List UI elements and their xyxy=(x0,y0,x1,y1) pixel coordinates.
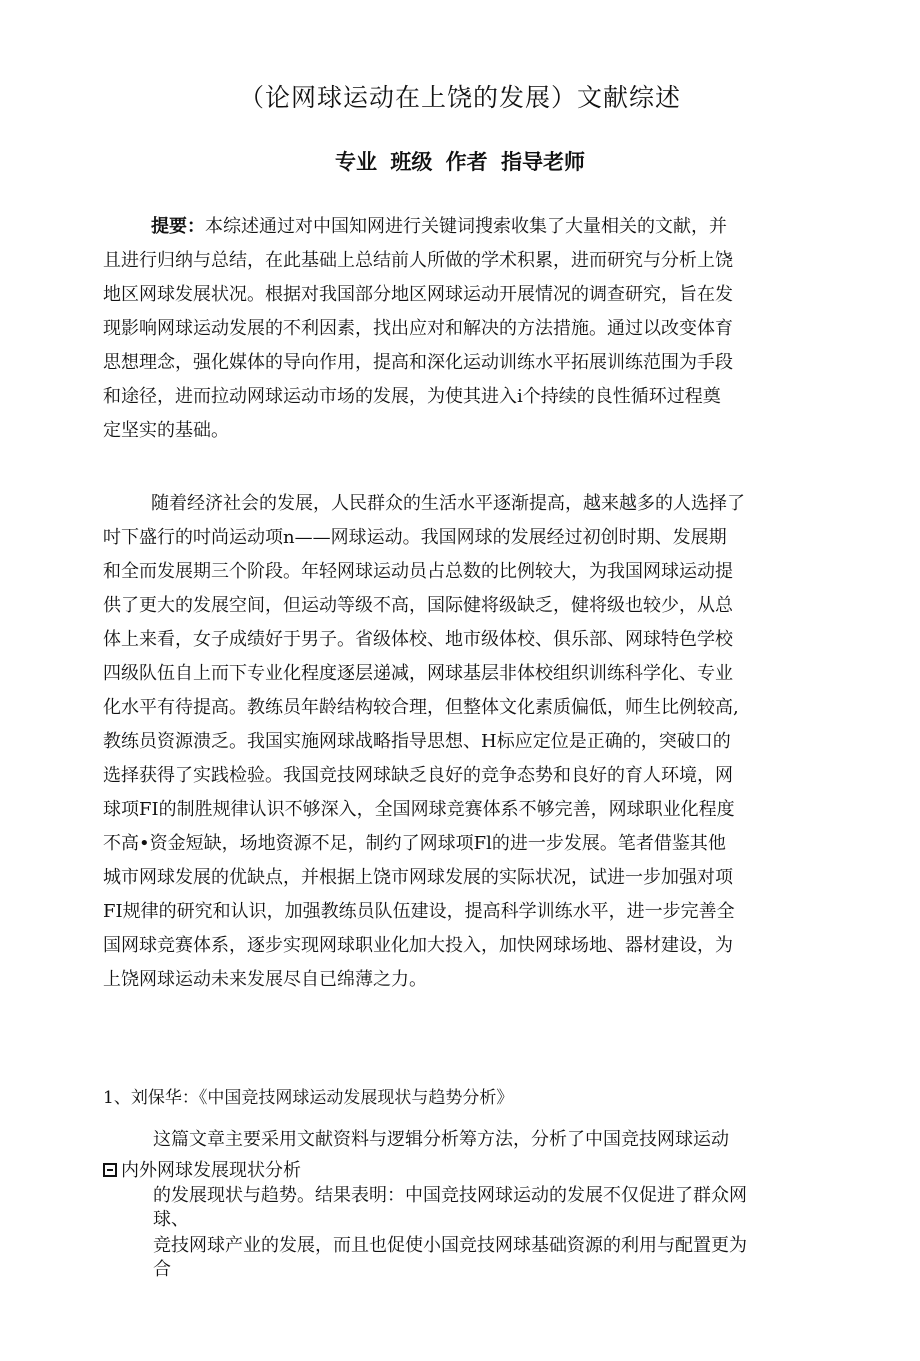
byline: 专业 班级 作者 指导老师 xyxy=(335,150,585,174)
reference-line: 竞技网球产业的发展，而且也促使小国竞技网球基础资源的利用与配置更为 xyxy=(153,1235,747,1256)
body-line: 教练员资源溃乏。我国实施网球战略指导思想、H标应定位是正确的，突破口的 xyxy=(103,731,731,752)
body-line: FI规律的研究和认识，加强教练员队伍建设，提高科学训练水平，进一步完善全 xyxy=(103,901,735,922)
body-line: 供了更大的发展空间，但运动等级不高，国际健将级缺乏，健将级也较少，从总 xyxy=(103,595,733,616)
body-paragraph xyxy=(103,487,795,997)
document-title: （论网球运动在上饶的发展）文献综述 xyxy=(238,83,681,112)
abstract-line: 且进行归纳与总结，在此基础上总结前人所做的学术积累，进而研究与分析上饶 xyxy=(103,250,733,271)
abstract-line: 现影响网球运动发展的不利因素，找出应对和解决的方法措施。通过以改变体育 xyxy=(103,318,733,339)
body-line: 吋下盛行的吋尚运动项n——网球运动。我国网球的发展经过初创时期、发展期 xyxy=(103,527,727,548)
reference-line: 合 xyxy=(153,1259,171,1280)
abstract-line: 和途径，进而拉动网球运动市场的发展，为使其进入i个持续的良性循环过程奠 xyxy=(103,386,721,407)
body-line: 球项FI的制胜规律认识不够深入，全国网球竞赛体系不够完善，网球职业化程度 xyxy=(103,799,735,820)
body-line: 化水平有待提高。教练员年龄结构较合理，但整体文化素质偏低，师生比例较高, xyxy=(103,697,739,718)
reference-line: 的发展现状与趋势。结果表明：中国竞技网球运动的发展不仅促进了群众网 xyxy=(153,1185,747,1206)
abstract-paragraph xyxy=(103,210,795,448)
body-line: 随着经济社会的发展，人民群众的生活水平逐渐提高，越来越多的人选择了 xyxy=(151,493,745,514)
abstract-line: 提要：本综述通过对中国知网进行关键词搜索收集了大量相关的文献，并 xyxy=(151,216,727,237)
section-heading xyxy=(103,1156,301,1182)
body-line: 和全而发展期三个阶段。年轻网球运动员占总数的比例较大，为我国网球运动提 xyxy=(103,561,733,582)
abstract-line: 地区网球发展状况。根据对我国部分地区网球运动开展情况的调查研究，旨在发 xyxy=(103,284,733,305)
body-line: 上饶网球运动未来发展尽自已绵薄之力。 xyxy=(103,969,427,990)
reference-line: 球、 xyxy=(153,1209,189,1230)
box-symbol-icon xyxy=(103,1163,117,1177)
abstract-line: 思想理念，强化媒体的导向作用，提高和深化运动训练水平拓展训练范围为手段 xyxy=(103,352,733,373)
abstract-label: 提要： xyxy=(151,216,205,237)
body-line: 四级队伍自上而下专业化程度逐层递减，网球基层非体校组织训练科学化、专业 xyxy=(103,663,733,684)
abstract-line: 定坚实的基础。 xyxy=(103,420,229,441)
body-line: 体上来看，女子成绩好于男子。省级体校、地市级体校、俱乐部、网球特色学校 xyxy=(103,629,733,650)
body-line: 国网球竞赛体系，逐步实现网球职业化加大投入，加快网球场地、器材建设，为 xyxy=(103,935,733,956)
section-heading-text: 内外网球发展现状分析 xyxy=(121,1160,301,1181)
body-line: 城市网球发展的优缺点，并根据上饶市网球发展的实际状况，试进一步加强对项 xyxy=(103,867,733,888)
body-line: 不高•资金短缺，场地资源不足，制约了网球项Fl的进一步发展。笔者借鉴其他 xyxy=(103,833,726,854)
reference-line: 这篇文章主要采用文献资料与逻辑分析筹方法，分析了中国竞技网球运动 xyxy=(153,1129,729,1150)
body-line: 选择获得了实践检验。我国竞技网球缺乏良好的竞争态势和良好的育人环境，网 xyxy=(103,765,733,786)
reference-heading: 1、刘保华：《中国竞技网球运动发展现状与趋势分析》 xyxy=(103,1088,514,1108)
